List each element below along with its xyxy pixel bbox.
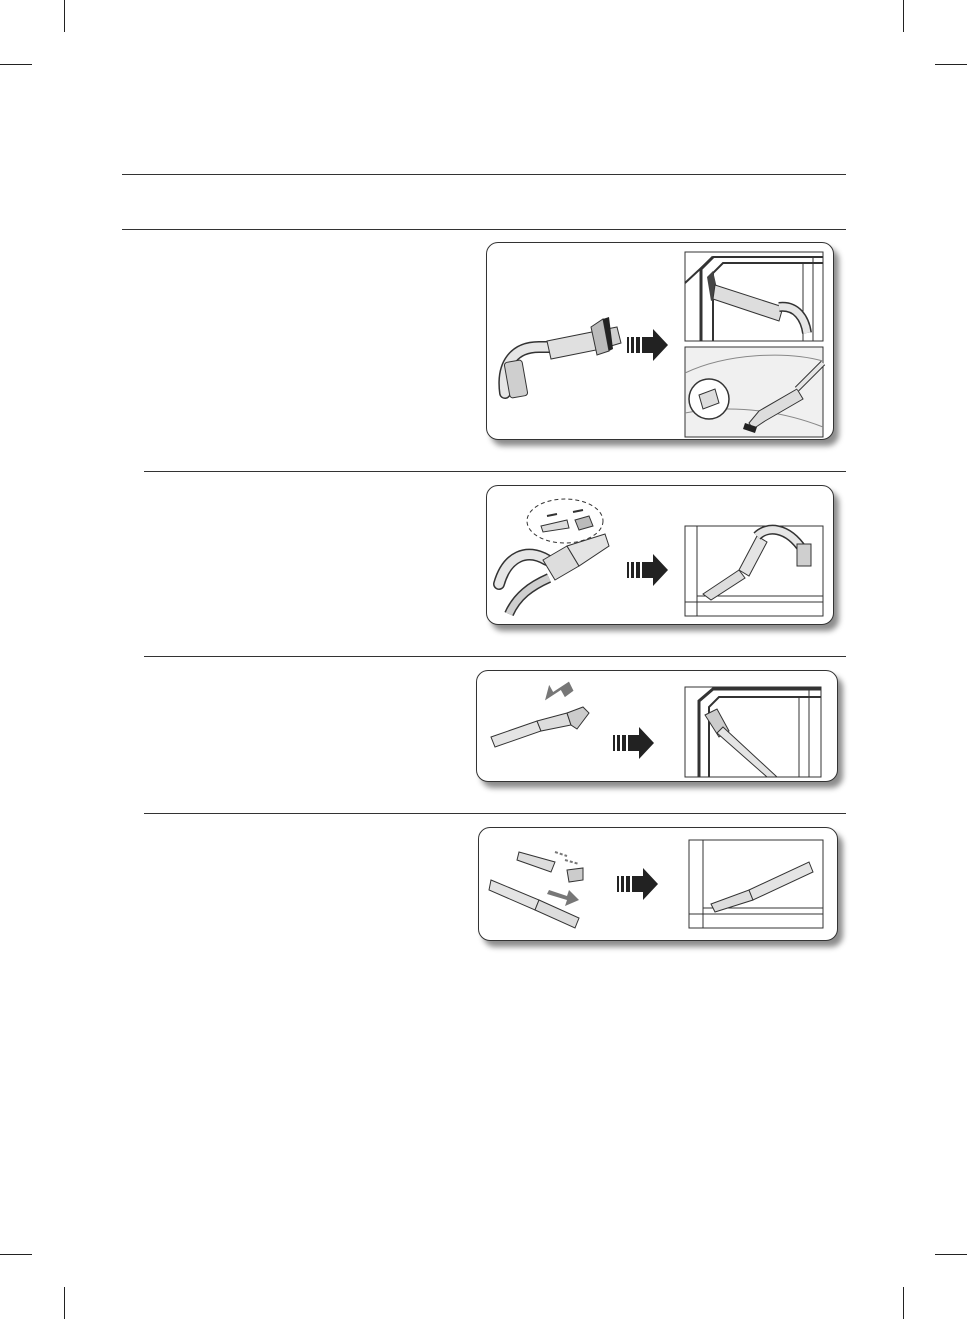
- header-rule-top: [122, 174, 846, 175]
- scene-window-frame: [685, 687, 821, 777]
- crop-mark: [64, 1287, 65, 1319]
- wand-shape: [489, 880, 539, 910]
- scene-window-sill: [689, 840, 823, 928]
- crevice-brush-wand-illustration: [477, 671, 837, 781]
- next-step-arrow: [627, 554, 668, 586]
- next-step-arrow: [627, 329, 668, 361]
- header-rule-bottom: [122, 229, 846, 230]
- scene-window-frame: [685, 252, 823, 341]
- illustration-panel-crevice-tool-attach: [486, 485, 834, 625]
- scene-car-interior: [685, 347, 823, 437]
- scene-window-corner: [685, 526, 823, 616]
- illustration-panel-crevice-brush-wand: [476, 670, 838, 782]
- crop-mark: [903, 1287, 904, 1319]
- next-step-arrow: [617, 868, 658, 900]
- slide-direction-arrow: [547, 890, 579, 906]
- crop-mark: [935, 1254, 967, 1255]
- crop-mark: [64, 0, 65, 32]
- crop-mark: [935, 64, 967, 65]
- illustration-panel-brush-tool: [486, 242, 834, 440]
- section-divider: [144, 656, 846, 657]
- crop-mark: [0, 1254, 32, 1255]
- section-divider: [144, 471, 846, 472]
- wand-shape: [491, 721, 541, 747]
- crop-mark: [0, 64, 32, 65]
- brush-tool-illustration: [487, 243, 833, 439]
- crevice-tool-swap-illustration: [479, 828, 837, 940]
- slide-direction-arrow: [541, 679, 574, 702]
- crop-mark: [903, 0, 904, 32]
- section-divider: [144, 813, 846, 814]
- crevice-tool-attach-illustration: [487, 486, 833, 624]
- illustration-panel-crevice-tool-swap: [478, 827, 838, 941]
- next-step-arrow: [613, 727, 654, 759]
